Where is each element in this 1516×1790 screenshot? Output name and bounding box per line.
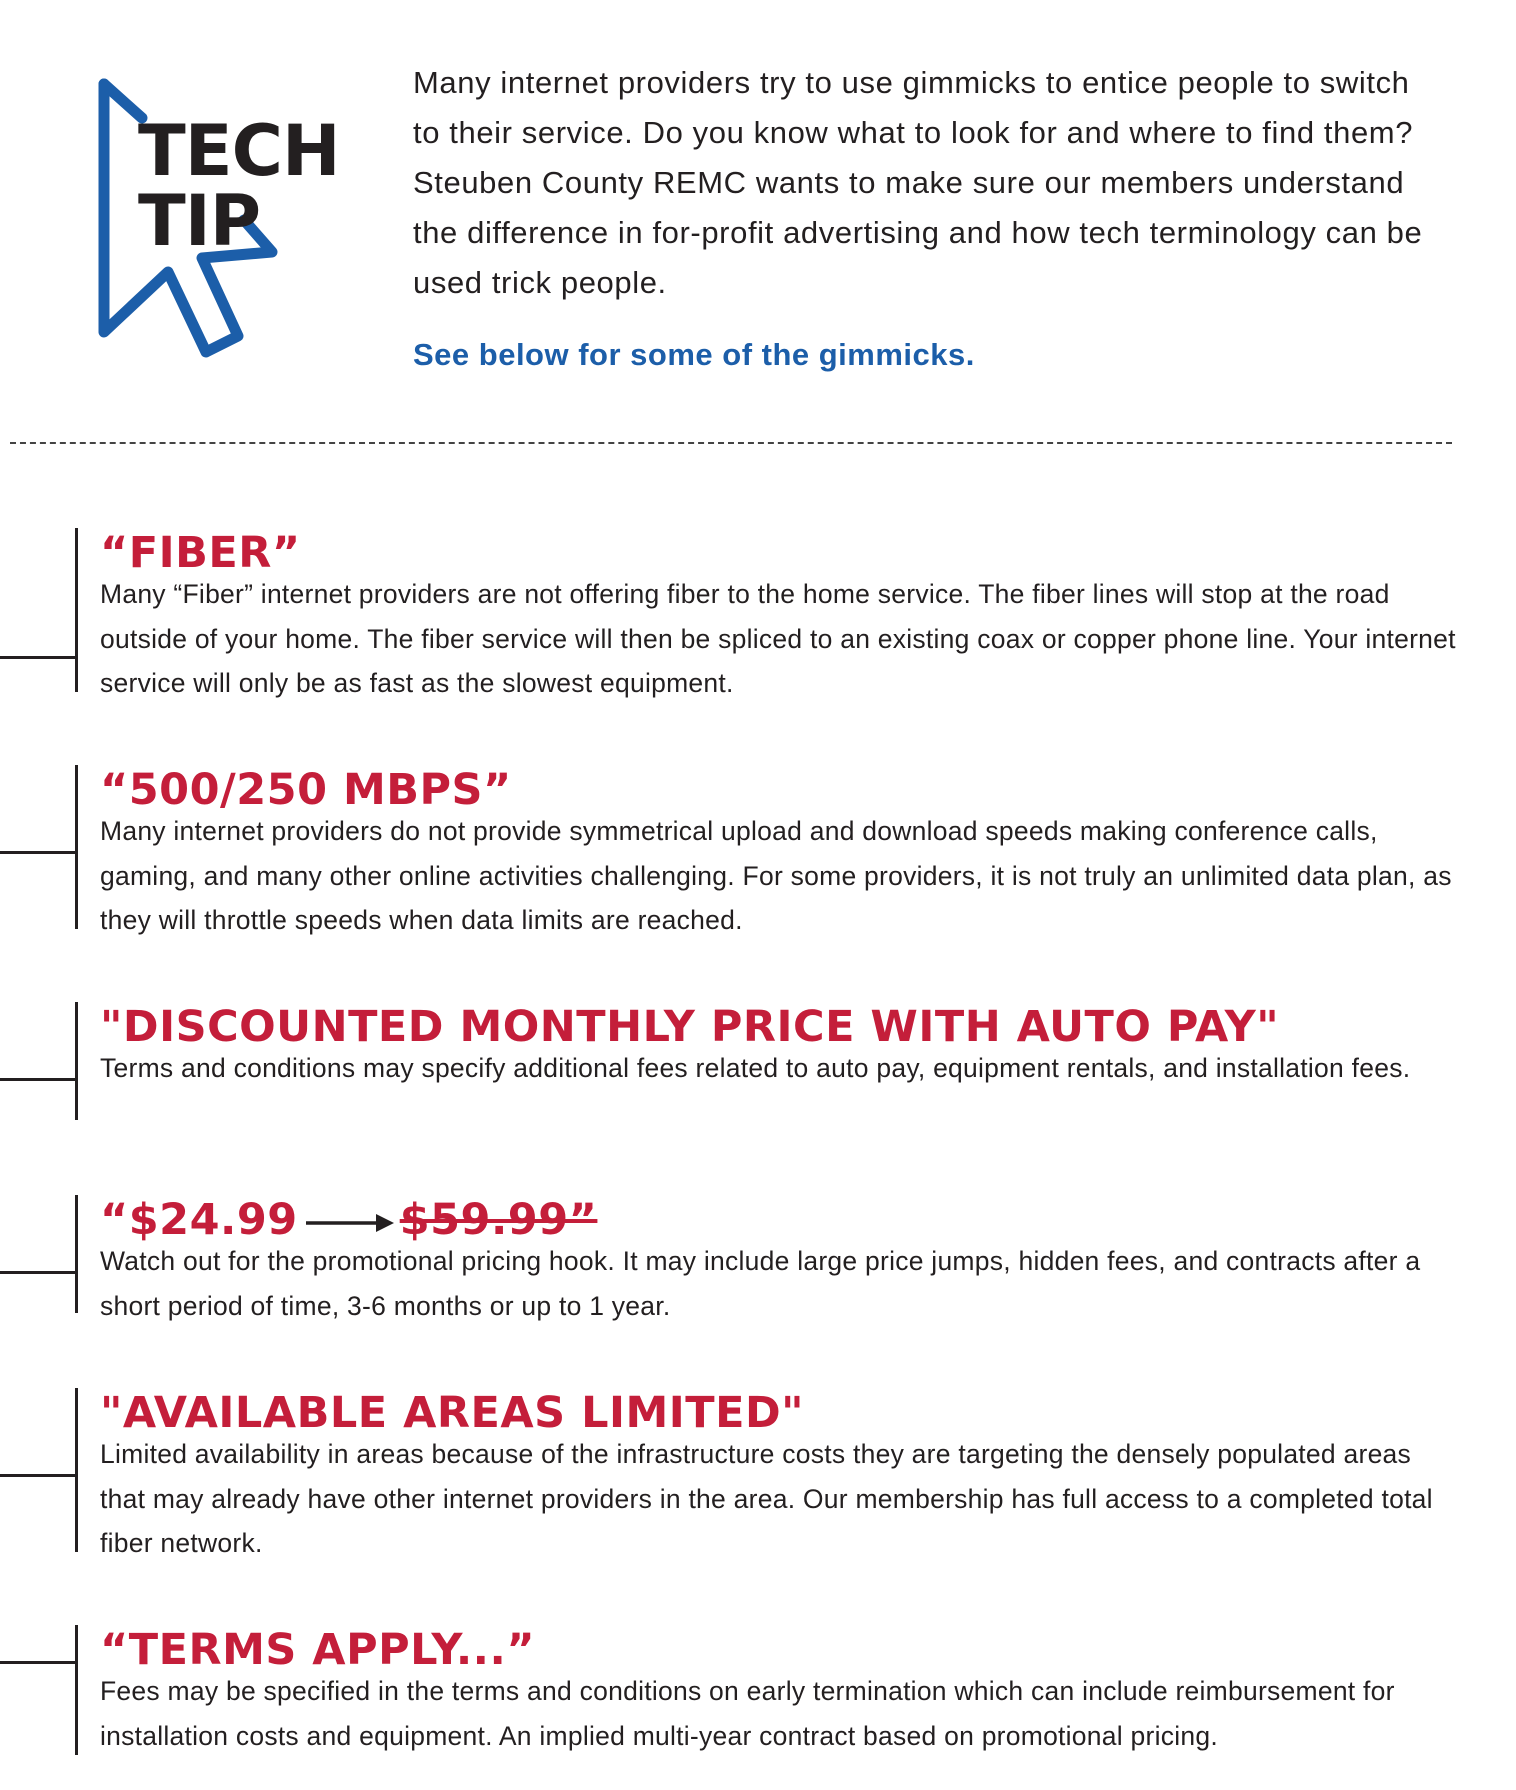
intro-paragraph: Many internet providers try to use gimmicks to entice people to switch to their service. Do you know what to look for and where to find them? Steuben County REMC wants to make sure our members understand the difference in for-profit advertising and how tech terminology can be used trick people. <box>413 65 1423 300</box>
tip-body: Limited availability in areas because of the infrastructure costs they are targeting the densely populated areas that may already have other internet providers in the area. Our membership has full access to a completed total fiber network. <box>100 1439 1433 1558</box>
logo-word-tip: TIP <box>138 180 261 262</box>
arrow-right-icon <box>306 1211 394 1235</box>
tip-connector <box>0 1078 75 1081</box>
tip-connector <box>0 851 75 854</box>
tech-tip-logo <box>90 70 350 370</box>
tip-bracket <box>75 1195 78 1313</box>
tip-body: Terms and conditions may specify additional fees related to auto pay, equipment rentals, and installation fees. <box>100 1053 1411 1083</box>
tip-bracket <box>75 528 78 692</box>
tip-title: "DISCOUNTED MONTHLY PRICE WITH AUTO PAY" <box>100 1002 1280 1052</box>
logo-word-tech: TECH <box>138 110 340 192</box>
tip-bracket <box>75 1625 78 1755</box>
price-from: “$24.99 <box>100 1195 298 1245</box>
tip-title <box>100 1195 597 1245</box>
tip-connector <box>0 1271 75 1274</box>
tip-title: “500/250 MBPS” <box>100 765 512 815</box>
price-to: $59.99” <box>399 1195 598 1245</box>
tip-title: “TERMS APPLY...” <box>100 1625 536 1675</box>
tip-body: Watch out for the promotional pricing hook. It may include large price jumps, hidden fees, and contracts after a short period of time, 3-6 months or up to 1 year. <box>100 1246 1421 1321</box>
tip-title: “FIBER” <box>100 528 301 578</box>
tip-bracket <box>75 1388 78 1552</box>
tip-connector <box>0 656 75 659</box>
tip-title: "AVAILABLE AREAS LIMITED" <box>100 1388 805 1438</box>
dashed-divider <box>10 442 1452 444</box>
intro-callout: See below for some of the gimmicks. <box>413 337 975 372</box>
tip-body: Many internet providers do not provide symmetrical upload and download speeds making conference calls, gaming, and many other online activities challenging. For some providers, it is not truly an unlimited data plan, as they will throttle speeds when data limits are reached. <box>100 816 1452 935</box>
tip-bracket <box>75 1002 78 1120</box>
tip-body: Many “Fiber” internet providers are not offering fiber to the home service. The fiber lines will stop at the road outside of your home. The fiber service will then be spliced to an existing coax or copper phone line. Your internet service will only be as fast as the slowest equipment. <box>100 579 1456 698</box>
tip-connector <box>0 1661 75 1664</box>
tip-bracket <box>75 765 78 929</box>
tip-connector <box>0 1474 75 1477</box>
tip-body: Fees may be specified in the terms and conditions on early termination which can include reimbursement for installation costs and equipment. An implied multi-year contract based on promotional pricing. <box>100 1676 1395 1751</box>
